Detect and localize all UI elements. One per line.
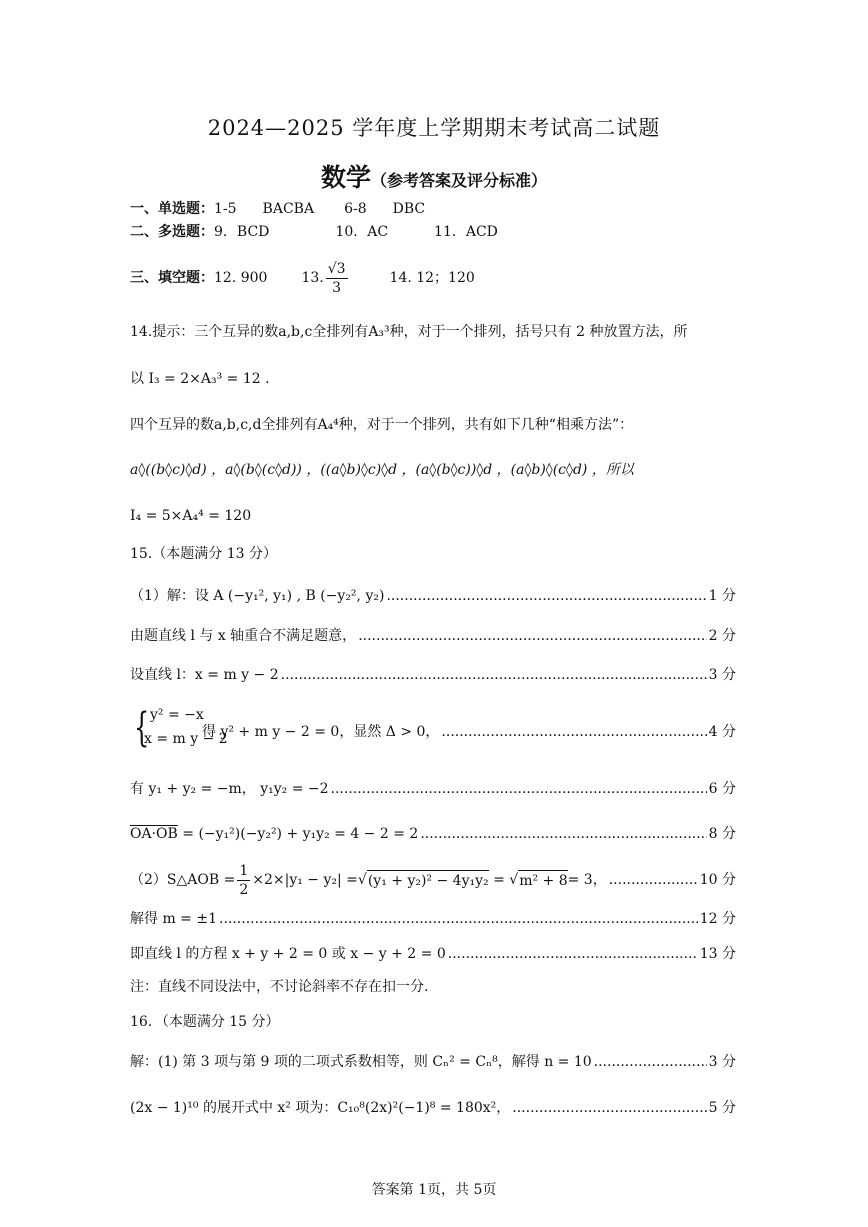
- fill-blank-answers: 三、填空题： 12. 900 13. $\frac{√3}{3}$ 14. 12；120: [130, 260, 475, 296]
- score: 12 分: [699, 911, 736, 927]
- vector-product: OA·OB: [130, 826, 178, 842]
- q15-step-2: 由题直线 l 与 x 轴重合不满足题意， ..... 2 分: [130, 626, 736, 646]
- sqrt-symbol: √: [357, 872, 367, 888]
- q16-heading: 16．（本题满分 15 分）: [130, 1014, 280, 1030]
- hint-line-5: I₄ = 5×A₄⁴ = 120: [130, 508, 252, 524]
- q15-step-3: 设直线 l：x = m y − 2 ..... 3 分: [130, 665, 736, 685]
- single-choice-answers: 一、单选题：1-5 BACBA 6-8 DBC: [130, 201, 426, 217]
- score: 4 分: [708, 724, 736, 740]
- score: 5 分: [708, 1100, 736, 1116]
- hint-line-3: 四个互异的数a,b,c,d全排列有A₄⁴种，对于一个排列，共有如下几种“相乘方法”：: [130, 417, 634, 433]
- q15-step-9: 即直线 l 的方程 x + y + 2 = 0 或 x − y + 2 = 0 ..... 13 分: [130, 944, 736, 964]
- score: 8 分: [708, 826, 736, 842]
- sqrt-symbol: √: [509, 872, 519, 888]
- subtitle-label: （参考答案及评分标准）: [371, 171, 548, 190]
- score: 3 分: [708, 667, 736, 683]
- score: 2 分: [708, 628, 736, 644]
- score: 13 分: [699, 946, 736, 962]
- score: 10 分: [699, 872, 736, 888]
- q15-step-7: （2）S△AOB = $\frac{1}{2}$ ×2×|y₁ − y₂| = √ (y₁ + y₂)² − 4y₁y₂ = √ m² + 8 = 3， ..... 10 分: [130, 862, 736, 898]
- hint-line-2: 以 I₃ = 2×A₃³ = 12 .: [130, 371, 270, 387]
- q15-step-4: 得 y² + m y − 2 = 0，显然 Δ > 0， ..... 4 分: [202, 722, 736, 742]
- score: 3 分: [708, 1054, 736, 1070]
- page-subtitle: [0, 158, 868, 194]
- q16-step-1: 解：(1) 第 3 项与第 9 项的二项式系数相等，则 Cₙ² = Cₙ⁸，解得 n = 10 ..... 3 分: [130, 1052, 736, 1072]
- fraction-sqrt3-over-3: $\frac{√3}{3}$: [327, 260, 346, 296]
- page-title: 2024—2025 学年度上学期期末考试高二试题: [207, 116, 661, 140]
- brace-symbol: {: [134, 705, 150, 751]
- fraction-one-half: $\frac{1}{2}$: [239, 862, 249, 898]
- page-number-footer: 答案第 1页，共 5页: [371, 1182, 497, 1198]
- q15-step-1: （1）解：设 A (−y₁², y₁) , B (−y₂², y₂) ..... 1 分: [130, 586, 736, 606]
- q15-heading: 15.（本题满分 13 分）: [130, 546, 277, 562]
- score: 1 分: [708, 588, 736, 604]
- q15-note: 注：直线不同设法中，不讨论斜率不存在扣一分.: [130, 979, 429, 995]
- q15-step-6: OA·OB = (−y₁²)(−y₂²) + y₁y₂ = 4 − 2 = 2 ..... 8 分: [130, 824, 736, 844]
- hint-line-1: 14.提示：三个互异的数a,b,c全排列有A₃³种，对于一个排列，括号只有 2 种放置方法，所: [130, 324, 688, 340]
- q16-step-2: (2x − 1)¹⁰ 的展开式中 x² 项为：C₁₀⁸(2x)²(−1)⁸ = 180x²， ..... 5 分: [130, 1098, 736, 1118]
- score: 6 分: [708, 781, 736, 797]
- multi-choice-answers: 二、多选题：9．BCD 10．AC 11．ACD: [130, 224, 498, 240]
- subject-label: 数学: [320, 163, 371, 192]
- equation-system: { y² = −x x = m y − 2: [134, 705, 228, 751]
- q15-step-5: 有 y₁ + y₂ = −m， y₁y₂ = −2 ..... 6 分: [130, 779, 736, 799]
- hint-line-4: a◊((b◊c)◊d) ，a◊(b◊(c◊d)) ，((a◊b)◊c)◊d ，(a◊(b◊c))◊d ，(a◊b)◊(c◊d) ，所以: [130, 462, 634, 478]
- q15-step-8: 解得 m = ±1 ..... 12 分: [130, 909, 736, 929]
